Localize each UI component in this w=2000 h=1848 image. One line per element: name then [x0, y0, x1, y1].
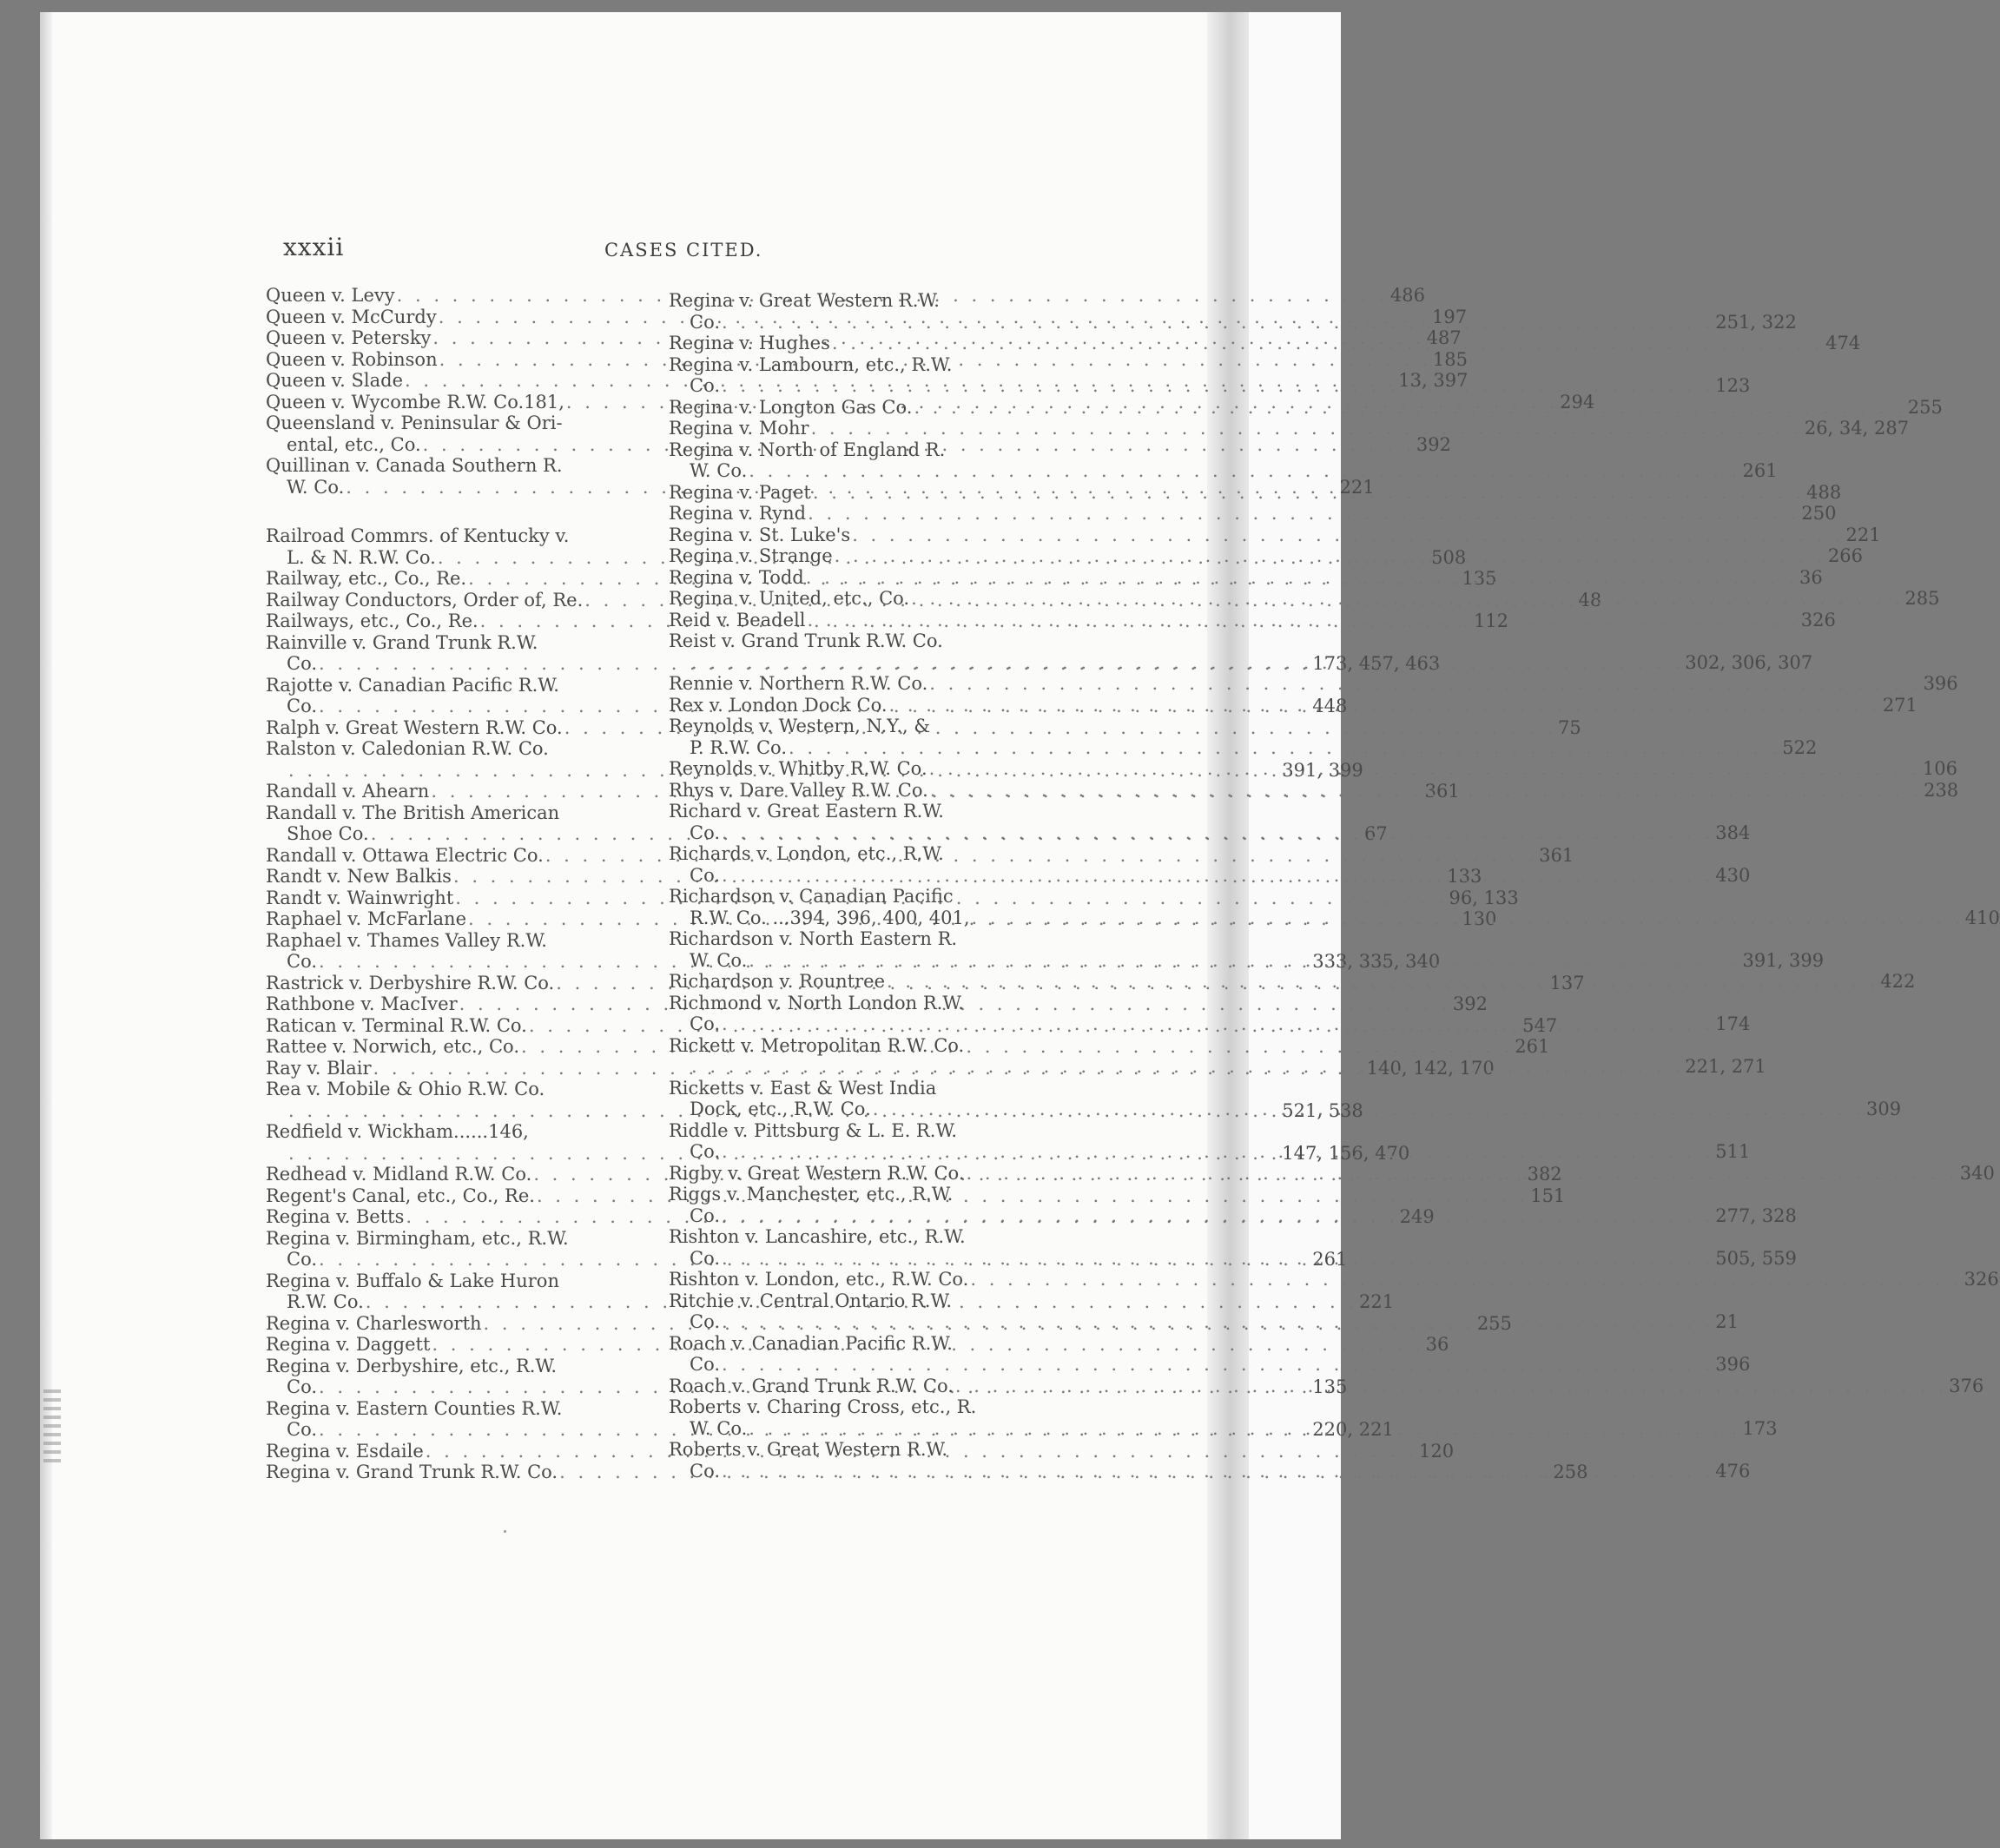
page-references: 505, 559 [1715, 1247, 1797, 1269]
page-references: 36 [1425, 1334, 1449, 1355]
page-references: 255 [1907, 396, 1943, 418]
page-references: 123 [1715, 375, 1751, 396]
case-name: Regina v. Hughes [669, 333, 830, 353]
case-name: Raphael v. Thames Valley R.W. [266, 929, 547, 951]
leader-dots [747, 1418, 1742, 1440]
case-name: Rainville v. Grand Trunk R.W. [266, 631, 538, 653]
case-name: Queen v. Wycombe R.W. Co.181, [266, 391, 564, 412]
page-references: 410 [1964, 907, 2000, 928]
case-name: Rigby v. Great Western R.W. Co. [669, 1162, 965, 1184]
case-name: Roach v. Canadian Pacific R.W. [669, 1332, 953, 1354]
leader-dots [909, 588, 1904, 610]
page-references: 396 [1923, 673, 1958, 694]
page-references: 173 [1742, 1417, 1778, 1439]
case-name: Roach v. Grand Trunk R.W. Co. [669, 1375, 954, 1396]
leader-dots [811, 482, 1806, 504]
leader-dots [690, 652, 1685, 674]
case-name: Randall v. Ahearn [266, 781, 430, 802]
case-name: Co. [287, 1419, 318, 1440]
page-references: 135 [1312, 1376, 1348, 1397]
case-name: Rickett v. Metropolitan R.W. Co. [669, 1034, 965, 1056]
case-name: W. Co. [690, 949, 748, 971]
running-title: CASES CITED. [604, 240, 763, 261]
case-name: Richardson v. Rountree [669, 971, 885, 992]
page-references: 285 [1904, 588, 1940, 609]
case-name: Railway Conductors, Order of, Re. [266, 589, 584, 610]
case-name: ental, etc., Co. [287, 433, 421, 455]
case-name: Riddle v. Pittsburg & L. E. R.W. [669, 1119, 958, 1141]
leader-dots [927, 758, 1923, 780]
page-edge-left [40, 12, 52, 1839]
page-references: 133 [1447, 866, 1482, 887]
page-references: 326 [1964, 1269, 1999, 1290]
case-name: Ralph v. Great Western R.W. Co. [266, 716, 563, 738]
case-name: Regina v. North of England R. [669, 439, 946, 460]
leader-dots [927, 673, 1923, 695]
case-name: Regina v. Esdaile [266, 1440, 424, 1462]
page-references: 249 [1399, 1206, 1435, 1227]
case-name: Quillinan v. Canada Southern R. [266, 455, 563, 476]
page-references: 135 [1462, 568, 1497, 589]
case-name: Regina v. Lambourn, etc., R.W. [669, 353, 953, 375]
page-references: 384 [1715, 822, 1751, 843]
leader-dots [970, 908, 1965, 929]
case-entry [669, 503, 1837, 525]
case-entry [266, 1057, 1495, 1079]
case-name: Raphael v. McFarlane [266, 908, 466, 929]
page-references: 261 [1515, 1036, 1550, 1057]
case-name: Co. [690, 822, 721, 843]
page-references: 382 [1527, 1164, 1562, 1185]
section-gap [266, 498, 657, 525]
page-references: 251, 322 [1715, 311, 1797, 333]
case-name: Roberts v. Great Western R.W. [669, 1439, 948, 1460]
case-name: Dock, etc., R.W. Co. [690, 1099, 871, 1119]
page-speck [504, 1530, 506, 1533]
case-name: Railroad Commrs. of Kentucky v. [266, 525, 570, 546]
page-references: 120 [1419, 1440, 1455, 1462]
case-name: Reid v. Beadell [669, 609, 806, 630]
page-references: 448 [1312, 696, 1348, 716]
case-name: Ray v. Blair [266, 1057, 372, 1079]
page-references: 271 [1882, 694, 1917, 716]
case-name: W. Co. [690, 460, 748, 481]
case-name: Co. [287, 1376, 318, 1397]
page-references: 174 [1715, 1013, 1751, 1034]
case-name: Queen v. Petersky [266, 327, 432, 348]
case-name: Regina v. Birmingham, etc., R.W. [266, 1227, 569, 1249]
case-name: Queen v. Levy [266, 285, 395, 306]
case-name: Regina v. Great Western R.W. [669, 290, 940, 311]
case-name: Rex v. London Dock Co. [669, 694, 888, 716]
leader-dots [747, 950, 1742, 972]
case-name: Randall v. The British American [266, 802, 560, 823]
leader-dots [928, 780, 1924, 802]
page-references: 221 [1359, 1291, 1395, 1312]
case-name: Regina v. Rynd [669, 503, 807, 524]
page-references: 221 [1339, 476, 1375, 498]
case-name: Regina v. United, etc., Co. [669, 588, 910, 609]
case-name: Ritchie v. Central Ontario R.W. [669, 1290, 953, 1311]
page-references: 547 [1522, 1014, 1558, 1036]
leader-dots [720, 1141, 1715, 1163]
leader-dots [830, 333, 1825, 354]
page-references: 340 [1959, 1162, 1995, 1184]
leader-dots [690, 1056, 1685, 1078]
page-references: 238 [1924, 779, 1959, 801]
page-references: 261 [1312, 1249, 1348, 1270]
case-name: Rennie v. Northern R.W. Co. [669, 673, 928, 694]
leader-dots [720, 1248, 1715, 1270]
page-references: 26, 34, 287 [1804, 418, 1910, 439]
case-name: P. R.W. Co. [690, 736, 787, 758]
case-name: Queen v. McCurdy [266, 306, 437, 327]
page-references: 522 [1782, 736, 1818, 758]
page-references: 220, 221 [1312, 1419, 1394, 1440]
leader-dots [912, 397, 1907, 419]
case-entry [669, 673, 1958, 695]
case-name: Co. [690, 1141, 721, 1162]
case-name: W. Co. [287, 476, 345, 498]
page-references: 486 [1389, 285, 1425, 306]
leader-dots [804, 567, 1799, 589]
page-references: 36 [1799, 566, 1823, 588]
case-name: Regina v. Longton Gas Co. [669, 396, 913, 418]
page-references: 488 [1806, 481, 1842, 503]
page-references: 430 [1715, 864, 1751, 886]
page-references: 487 [1426, 327, 1462, 348]
leader-dots [720, 865, 1715, 887]
page-references: 521, 538 [1282, 1099, 1363, 1121]
page-references: 112 [1473, 610, 1509, 631]
page-references: 140, 142, 170 [1366, 1057, 1495, 1079]
case-entry [669, 1269, 1999, 1290]
page-references: 258 [1553, 1462, 1588, 1482]
case-name: Redfield v. Wickham......146, [266, 1121, 529, 1142]
page-references: 392 [1452, 993, 1488, 1014]
page-references: 48 [1578, 589, 1602, 610]
case-name: W. Co. [690, 1417, 748, 1439]
leader-dots [965, 1163, 1960, 1185]
page-references: 476 [1715, 1460, 1751, 1482]
page-references: 294 [1560, 391, 1595, 412]
case-name: L. & N. R.W. Co. [287, 546, 436, 568]
case-name: Reist v. Grand Trunk R.W. Co. [669, 630, 943, 651]
page-references: 361 [1424, 781, 1460, 802]
case-name: Rishton v. London, etc., R.W. Co. [669, 1269, 969, 1290]
case-name: Regina v. Charlesworth [266, 1312, 482, 1334]
leader-dots [871, 1099, 1866, 1120]
case-entry [266, 1462, 1588, 1483]
page-references: 67 [1363, 823, 1388, 844]
case-name: Co. [287, 696, 318, 716]
page-references: 96, 133 [1449, 887, 1519, 908]
case-name: Ratican v. Terminal R.W. Co. [266, 1014, 527, 1036]
page-references: 151 [1530, 1185, 1566, 1206]
leader-dots [885, 971, 1880, 993]
page-references: 137 [1549, 972, 1585, 993]
case-name: Richmond v. North London R.W. [669, 992, 964, 1013]
leader-dots [805, 610, 1800, 631]
leader-dots [787, 737, 1782, 759]
leader-dots [720, 1354, 1715, 1376]
leader-dots [720, 312, 1715, 333]
leader-dots [968, 1269, 1964, 1290]
page-references: 130 [1462, 908, 1497, 929]
case-name: Regina v. Todd [669, 566, 804, 588]
page-references: 396 [1715, 1354, 1751, 1375]
case-name: Rattee v. Norwich, etc., Co. [266, 1036, 520, 1057]
case-name: Randall v. Ottawa Electric Co. [266, 844, 544, 866]
leader-dots [720, 1205, 1715, 1227]
case-name: Co. [690, 1247, 721, 1269]
case-name: Regina v. Paget [669, 481, 811, 503]
case-name: Co. [287, 653, 318, 674]
page-references: 277, 328 [1715, 1204, 1797, 1226]
page-references: 197 [1432, 306, 1468, 327]
case-name: Ricketts v. East & West India [669, 1077, 937, 1099]
leader-dots [833, 545, 1828, 567]
page-references: 255 [1476, 1312, 1512, 1334]
case-name: Rastrick v. Derbyshire R.W. Co. [266, 972, 555, 993]
page-references: 376 [1949, 1375, 1984, 1396]
case-name: Co. [690, 1013, 721, 1034]
case-name: Regina v. Derbyshire, etc., R.W. [266, 1355, 558, 1376]
page-number: xxxii [283, 233, 345, 261]
case-name: Queen v. Slade [266, 370, 404, 391]
case-name: Railway, etc., Co., Re. [266, 568, 467, 589]
case-name: Co. [690, 1354, 721, 1375]
case-name: Rajotte v. Canadian Pacific R.W. [266, 674, 559, 696]
case-name: Shoe Co. [287, 823, 369, 844]
page-references: 221 [1845, 524, 1881, 545]
case-name: Co. [690, 1311, 721, 1332]
case-name: Richards v. London, etc., R.W. [669, 843, 944, 864]
page-references: 391, 399 [1742, 949, 1825, 971]
leader-dots [747, 460, 1742, 482]
case-name: R.W. Co. [287, 1291, 364, 1312]
case-name: Queensland v. Peninsular & Ori- [266, 412, 563, 433]
case-name: Redhead v. Midland R.W. Co. [266, 1164, 532, 1185]
binding-marks [43, 1389, 61, 1468]
case-name: Rea v. Mobile & Ohio R.W. Co. [266, 1079, 545, 1099]
case-name: Co. [690, 864, 721, 886]
page-references: 392 [1416, 433, 1452, 455]
case-name: Co. [690, 1460, 721, 1482]
case-name: Regina v. Daggett [266, 1334, 431, 1355]
page-references: 309 [1866, 1099, 1902, 1119]
leader-dots [720, 1461, 1715, 1482]
case-name: Regina v. Buffalo & Lake Huron [266, 1270, 559, 1291]
page-references: 250 [1801, 503, 1837, 524]
leader-dots [720, 822, 1715, 844]
case-entry [669, 524, 1881, 546]
page-references: 361 [1539, 844, 1574, 866]
page-references: 147, 156, 470 [1282, 1142, 1410, 1164]
case-name: Co. [287, 1249, 318, 1270]
case-name: Regina v. St. Luke's [669, 524, 851, 545]
case-name: Richardson v. Canadian Pacific [669, 886, 954, 907]
case-name: Richardson v. North Eastern R. [669, 928, 958, 949]
case-name: Richard v. Great Eastern R.W. [669, 801, 944, 822]
leader-dots [720, 1013, 1715, 1035]
page-references: 261 [1742, 460, 1778, 481]
page-references: 391, 399 [1282, 759, 1363, 781]
case-name: Regina v. Strange [669, 545, 833, 566]
case-name: Randt v. New Balkis [266, 866, 452, 887]
leader-dots [954, 1376, 1949, 1397]
case-entry [669, 418, 1910, 439]
page-references: 266 [1827, 545, 1863, 566]
case-name: R.W. Co. ...394, 396, 400, 401, [690, 907, 970, 928]
case-name: Reynolds v. Western, N.Y., & [669, 716, 931, 736]
case-name: Ralston v. Caledonian R.W. Co. [266, 738, 549, 759]
page-references: 508 [1431, 546, 1467, 568]
page-references: 221, 271 [1685, 1056, 1766, 1077]
page-references: 511 [1715, 1141, 1751, 1162]
page-references: 474 [1825, 333, 1861, 353]
page-references: 106 [1922, 758, 1957, 779]
case-name: Railways, etc., Co., Re. [266, 610, 479, 631]
case-name: Regina v. Eastern Counties R.W. [266, 1397, 563, 1419]
case-name: Regent's Canal, etc., Co., Re. [266, 1185, 535, 1206]
leader-dots [888, 695, 1883, 716]
case-name: Co. [690, 311, 721, 333]
case-name: Co. [690, 1204, 721, 1226]
case-name: Regina v. Grand Trunk R.W. Co. [266, 1462, 558, 1482]
case-name: Rishton v. Lancashire, etc., R.W. [669, 1226, 966, 1247]
case-name: Regina v. Mohr [669, 418, 809, 439]
page-references: 302, 306, 307 [1685, 651, 1813, 673]
page-references: 13, 397 [1398, 370, 1469, 391]
page-references: 326 [1800, 609, 1836, 630]
case-entry [266, 1014, 1558, 1037]
page-references: 21 [1715, 1311, 1739, 1332]
leader-dots [809, 418, 1805, 439]
leader-dots [720, 375, 1715, 397]
page-references: 333, 335, 340 [1312, 951, 1441, 972]
case-name: Riggs v. Manchester, etc., R.W. [669, 1184, 954, 1204]
page-references: 422 [1880, 971, 1916, 992]
case-name: Rhys v. Dare Valley R.W. Co. [669, 779, 928, 801]
case-name: Randt v. Wainwright [266, 887, 454, 908]
case-name: Co. [690, 375, 721, 396]
leader-dots [720, 1311, 1715, 1333]
case-name: Co. [287, 951, 318, 972]
page-references: 75 [1558, 716, 1581, 738]
leader-dots [806, 503, 1801, 525]
page-references: 185 [1432, 348, 1468, 370]
case-name: Regina v. Betts [266, 1206, 405, 1227]
leader-dots [850, 525, 1845, 546]
case-name: Rathbone v. MacIver [266, 993, 458, 1014]
case-name: Roberts v. Charing Cross, etc., R. [669, 1396, 977, 1417]
case-name: Reynolds v. Whitby R.W. Co. [669, 758, 927, 779]
case-name: Queen v. Robinson [266, 348, 438, 370]
page-references: 173, 457, 463 [1312, 653, 1441, 674]
